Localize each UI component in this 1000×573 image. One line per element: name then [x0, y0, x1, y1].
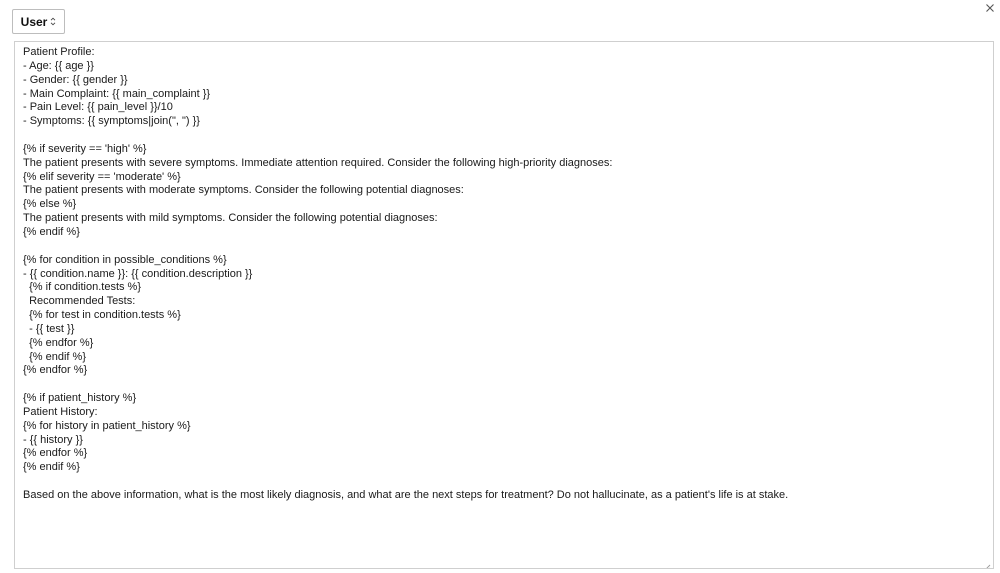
prompt-line: Patient History: — [23, 405, 98, 418]
prompt-line — [23, 378, 985, 392]
prompt-line: {% endfor %} — [23, 364, 88, 377]
prompt-line: Recommended Tests: — [23, 295, 136, 308]
prompt-line: {% endif %} — [23, 350, 86, 363]
prompt-line: - {{ history }} — [23, 433, 83, 446]
prompt-line: {% endif %} — [23, 225, 80, 238]
prompt-line: {% for test in condition.tests %} — [23, 309, 181, 322]
prompt-line: - Gender: {{ gender }} — [23, 73, 128, 86]
prompt-line: {% if patient_history %} — [23, 392, 137, 405]
role-select-value: User — [20, 14, 48, 29]
prompt-line: The patient presents with severe symptoms. Immediate attention required. Consider the following high-priority diagnoses: — [23, 156, 613, 169]
prompt-line: - {{ test }} — [23, 322, 75, 335]
prompt-line: The patient presents with mild symptoms. Consider the following potential diagnoses: — [23, 212, 438, 225]
resize-handle-icon[interactable] — [983, 558, 991, 566]
prompt-line: {% if severity == 'high' %} — [23, 142, 147, 155]
prompt-line: Patient Profile: — [23, 46, 95, 58]
prompt-editor-text — [23, 46, 985, 503]
chevron-up-down-icon — [50, 17, 56, 26]
prompt-editor[interactable] — [14, 41, 994, 569]
prompt-line: {% for condition in possible_conditions %} — [23, 253, 227, 266]
prompt-line: - Symptoms: {{ symptoms|join(", ") }} — [23, 115, 200, 128]
prompt-line — [23, 475, 985, 489]
prompt-line — [23, 129, 985, 143]
prompt-line: - Main Complaint: {{ main_complaint }} — [23, 87, 211, 100]
prompt-line: The patient presents with moderate symptoms. Consider the following potential diagnoses: — [23, 184, 464, 197]
prompt-line: - {{ condition.name }}: {{ condition.description }} — [23, 267, 253, 280]
role-select[interactable] — [12, 9, 65, 34]
close-icon — [985, 3, 995, 13]
prompt-line: - Pain Level: {{ pain_level }}/10 — [23, 101, 173, 114]
prompt-line: {% elif severity == 'moderate' %} — [23, 170, 181, 183]
prompt-line: {% endfor %} — [23, 447, 88, 460]
prompt-line: {% for history in patient_history %} — [23, 419, 191, 432]
prompt-line: {% endfor %} — [23, 336, 94, 349]
prompt-line: {% endif %} — [23, 461, 80, 474]
prompt-line: - Age: {{ age }} — [23, 59, 94, 72]
prompt-line — [23, 240, 985, 254]
prompt-line: Based on the above information, what is the most likely diagnosis, and what are the next steps for treatment? Do not hallucinate, as a patient's life is at stake. — [23, 489, 789, 501]
prompt-line: {% if condition.tests %} — [23, 281, 142, 294]
prompt-line: {% else %} — [23, 198, 77, 211]
close-button[interactable] — [985, 0, 995, 10]
